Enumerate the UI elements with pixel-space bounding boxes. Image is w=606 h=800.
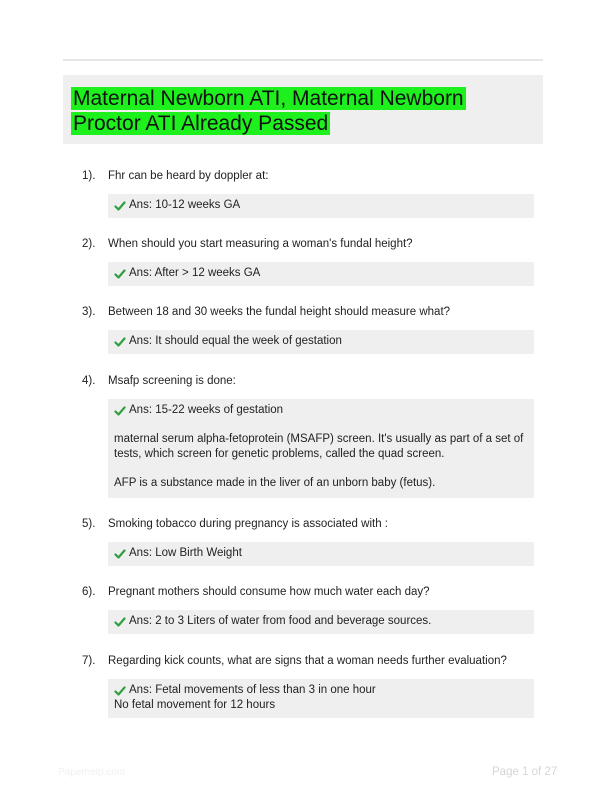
check-icon <box>114 685 126 697</box>
question-number: 7). <box>82 655 96 667</box>
page-number: Page 1 of 27 <box>492 766 558 778</box>
answer-text: Ans: Low Birth Weight <box>129 547 242 559</box>
answer-line-2: No fetal movement for 12 hours <box>114 699 276 711</box>
page-title: Maternal Newborn ATI, Maternal Newborn Proctor ATI Already Passed <box>73 87 464 135</box>
answer-box <box>108 194 534 218</box>
title-banner <box>63 75 543 144</box>
check-icon <box>114 336 126 348</box>
answer-note: AFP is a substance made in the liver of an unborn baby (fetus). <box>114 477 436 489</box>
answer-text: Ans: 15-22 weeks of gestation <box>129 404 284 416</box>
answer-box <box>108 330 534 354</box>
top-divider <box>63 59 543 61</box>
answer-text: Ans: 10-12 weeks GA <box>129 199 241 211</box>
question-text: Smoking tobacco during pregnancy is associated with : <box>108 518 388 530</box>
question-text: Msafp screening is done: <box>108 375 236 387</box>
check-icon <box>114 268 126 280</box>
answer-note: maternal serum alpha-fetoprotein (MSAFP) screen. It's usually as part of a set of tests, which screen for genetic problems, called the quad screen. <box>114 433 524 460</box>
check-icon <box>114 548 126 560</box>
question-number: 1). <box>82 170 96 182</box>
question-number: 2). <box>82 238 96 250</box>
answer-box <box>108 399 534 498</box>
question-text: Between 18 and 30 weeks the fundal height should measure what? <box>108 306 451 318</box>
question-text: Regarding kick counts, what are signs that a woman needs further evaluation? <box>108 655 507 667</box>
question-number: 4). <box>82 375 96 387</box>
question-text: Fhr can be heard by doppler at: <box>108 170 269 182</box>
answer-box <box>108 542 534 566</box>
answer-box <box>108 679 534 718</box>
check-icon <box>114 405 126 417</box>
answer-text: Ans: Fetal movements of less than 3 in one hour <box>129 684 376 696</box>
question-number: 5). <box>82 518 96 530</box>
answer-box <box>108 610 534 634</box>
answer-box <box>108 262 534 286</box>
question-number: 6). <box>82 586 96 598</box>
answer-text: Ans: After > 12 weeks GA <box>129 267 261 279</box>
question-text: Pregnant mothers should consume how much water each day? <box>108 586 430 598</box>
question-number: 3). <box>82 306 96 318</box>
answer-text: Ans: 2 to 3 Liters of water from food and beverage sources. <box>129 615 432 627</box>
answer-text: Ans: It should equal the week of gestation <box>129 335 342 347</box>
check-icon <box>114 616 126 628</box>
check-icon <box>114 200 126 212</box>
footer-watermark: Paperhelp.com <box>58 767 126 778</box>
question-text: When should you start measuring a woman's fundal height? <box>108 238 413 250</box>
